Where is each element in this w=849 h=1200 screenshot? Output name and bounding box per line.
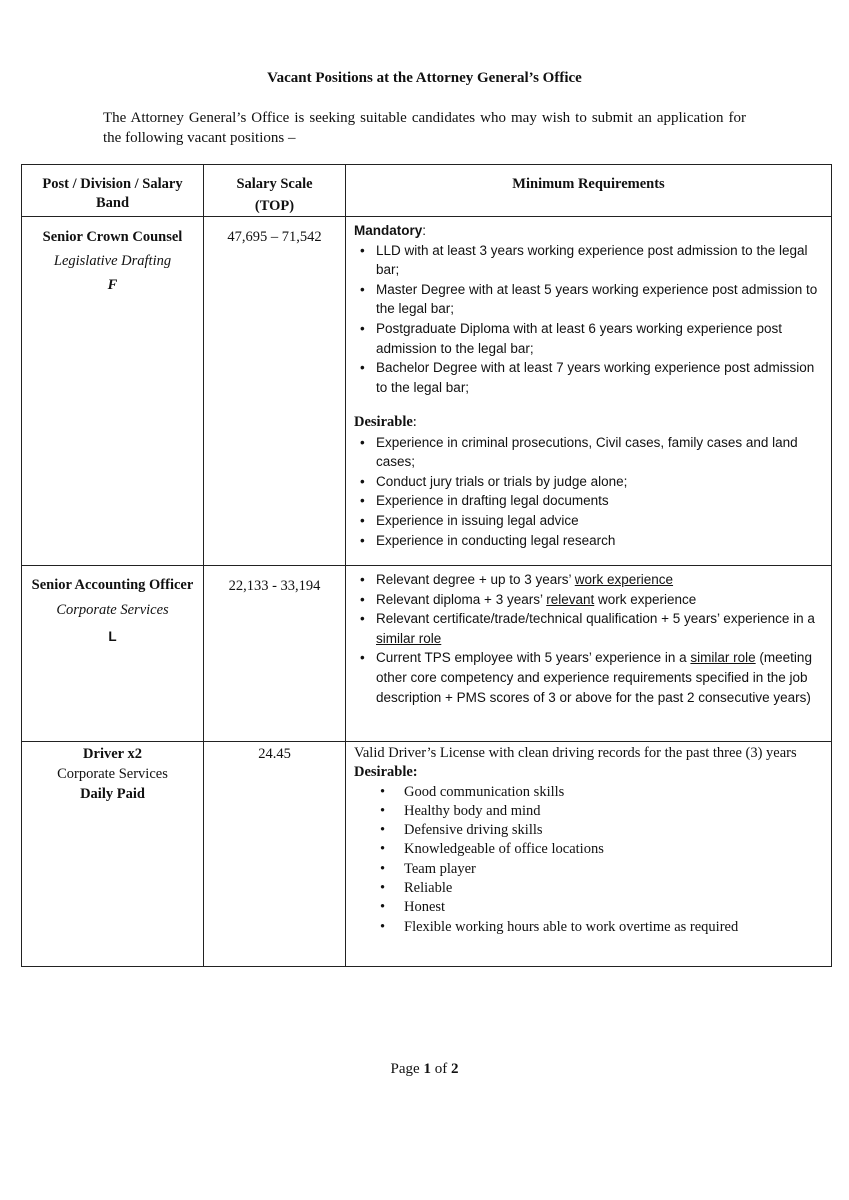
table-header-row — [22, 165, 832, 217]
list-item: • Defensive driving skills — [354, 821, 823, 840]
list-item: • Team player — [354, 860, 823, 879]
list-item: • Conduct jury trials or trials by judge alone; — [354, 472, 823, 492]
intro-paragraph: The Attorney General’s Office is seeking suitable candidates who may wish to submit an application for the following vacant positions – — [103, 110, 746, 146]
list-item: • Current TPS employee with 5 years’ experience in a similar role (meeting other core competency and experience requirements specified in the job description + PMS scores of 3 or above for the past 2 consecutive years) — [354, 648, 823, 707]
mandatory-label: Mandatory — [354, 223, 423, 238]
list-item: • Honest — [354, 898, 823, 917]
requirements-list — [354, 570, 823, 707]
list-item: • Healthy body and mind — [354, 802, 823, 821]
header-salary-scale: Salary Scale (TOP) — [204, 165, 346, 217]
header-requirements: Minimum Requirements — [346, 165, 832, 217]
division: Corporate Services — [56, 602, 169, 618]
salary-band: Daily Paid — [80, 786, 145, 802]
salary-scale: 24.45 — [258, 746, 291, 762]
list-item: • Relevant certificate/trade/technical qualification + 5 years’ experience in a similar role — [354, 609, 823, 648]
list-item: • Bachelor Degree with at least 7 years working experience post admission to the legal bar; — [354, 358, 823, 397]
salary-band: L — [108, 629, 117, 644]
salary-scale: 22,133 - 33,194 — [228, 578, 321, 594]
division: Corporate Services — [57, 766, 168, 782]
post-title: Driver x2 — [83, 746, 142, 762]
division: Legislative Drafting — [53, 253, 172, 269]
table-row: Senior Crown Counsel Legislative Drafting F 47,695 – 71,542 Mandatory: • LLD with at least 3 years working experience post admission to the legal bar; • Master Degree with at least 5 years working experience post admission to the legal bar; • Postgraduate Diploma with at least 6 years working experience post admission to the legal bar; • Bachelor Degree with at least 7 years working experience post admission to the legal bar; Desirable: • Experience in criminal prosecutions, Civil cases, family cases and land cases; • Conduct jury trials or trials by judge alone; • Experience in drafting legal documents • Experience in issuing legal advice • Experience in conducting legal research — [22, 217, 832, 566]
list-item: • Good communication skills — [354, 783, 823, 802]
list-item: • Experience in criminal prosecutions, Civil cases, family cases and land cases; — [354, 433, 823, 472]
list-item: • Experience in drafting legal documents — [354, 491, 823, 511]
list-item: • LLD with at least 3 years working experience post admission to the legal bar; — [354, 241, 823, 280]
desirable-list — [354, 433, 823, 551]
list-item: • Master Degree with at least 5 years working experience post admission to the legal bar; — [354, 280, 823, 319]
list-item: • Relevant degree + up to 3 years’ work experience — [354, 570, 823, 590]
list-item: • Flexible working hours able to work overtime as required — [354, 918, 823, 937]
list-item: • Postgraduate Diploma with at least 6 years working experience post admission to the legal bar; — [354, 319, 823, 358]
post-title: Senior Accounting Officer — [31, 577, 194, 593]
list-item: • Reliable — [354, 879, 823, 898]
page-title: Vacant Positions at the Attorney General’s Office — [267, 70, 582, 86]
post-title: Senior Crown Counsel — [42, 229, 183, 245]
list-item: • Knowledgeable of office locations — [354, 840, 823, 859]
salary-band: F — [107, 277, 118, 293]
mandatory-list — [354, 241, 823, 398]
requirement-text: Valid Driver’s License with clean driving records for the past three (3) years — [354, 745, 797, 761]
list-item: • Experience in issuing legal advice — [354, 511, 823, 531]
desirable-list — [354, 783, 823, 937]
header-post: Post / Division / Salary Band — [22, 165, 204, 217]
list-item: • Experience in conducting legal research — [354, 531, 823, 551]
page-number: Page 1 of 2 — [390, 1061, 459, 1077]
list-item: • Relevant diploma + 3 years’ relevant work experience — [354, 590, 823, 610]
vacancies-table — [21, 164, 832, 967]
desirable-label: Desirable: — [354, 764, 418, 781]
salary-scale: 47,695 – 71,542 — [227, 229, 322, 245]
table-row — [22, 566, 832, 742]
table-row — [22, 742, 832, 967]
desirable-label: Desirable — [354, 414, 413, 431]
